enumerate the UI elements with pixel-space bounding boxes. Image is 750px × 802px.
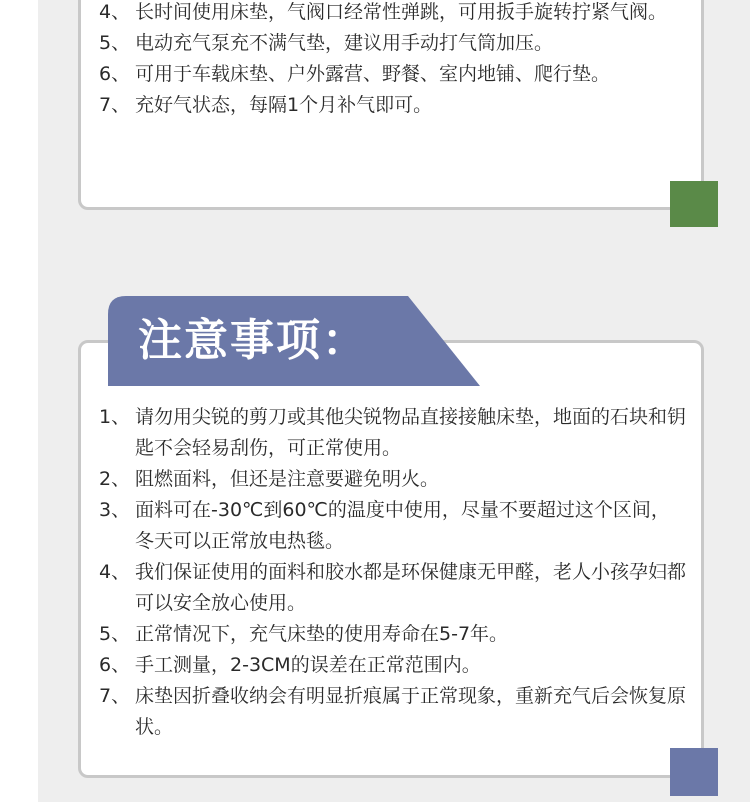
usage-card — [78, 0, 704, 210]
item-text: 手工测量，2-3CM的误差在正常范围内。 — [135, 654, 481, 676]
precaution-item-4 — [99, 557, 687, 619]
item-text: 长时间使用床垫，气阀口经常性弹跳，可用扳手旋转拧紧气阀。 — [135, 1, 668, 23]
item-text: 床垫因折叠收纳会有明显折痕属于正常现象，重新充气后会恢复原状。 — [135, 685, 687, 738]
item-text: 请勿用尖锐的剪刀或其他尖锐物品直接接触床垫，地面的石块和钥匙不会轻易刮伤，可正常使用。 — [135, 406, 687, 459]
item-number: 6、 — [99, 63, 131, 85]
blue-corner-square — [670, 748, 718, 796]
precautions-title-tab — [108, 296, 480, 386]
item-number: 3、 — [99, 499, 131, 521]
usage-item-7 — [99, 90, 687, 121]
item-number: 5、 — [99, 623, 131, 645]
precaution-item-3 — [99, 495, 687, 557]
green-corner-square — [670, 181, 718, 227]
usage-list — [99, 0, 687, 121]
precaution-item-5 — [99, 619, 687, 650]
item-number: 2、 — [99, 468, 131, 490]
item-number: 5、 — [99, 32, 131, 54]
item-number: 4、 — [99, 1, 131, 23]
item-number: 4、 — [99, 561, 131, 583]
item-text: 电动充气泵充不满气垫，建议用手动打气筒加压。 — [135, 32, 554, 54]
item-number: 7、 — [99, 685, 131, 707]
item-text: 面料可在-30℃到60℃的温度中使用，尽量不要超过这个区间，冬天可以正常放电热毯。 — [135, 499, 670, 552]
usage-item-5 — [99, 28, 687, 59]
precaution-item-7 — [99, 681, 687, 743]
precautions-list — [99, 402, 687, 743]
item-text: 正常情况下，充气床垫的使用寿命在5-7年。 — [135, 623, 509, 645]
item-text: 可用于车载床垫、户外露营、野餐、室内地铺、爬行垫。 — [135, 63, 611, 85]
item-number: 1、 — [99, 406, 131, 428]
precautions-card — [78, 340, 704, 778]
precaution-item-1 — [99, 402, 687, 464]
item-number: 7、 — [99, 94, 131, 116]
item-text: 我们保证使用的面料和胶水都是环保健康无甲醛，老人小孩孕妇都可以安全放心使用。 — [135, 561, 687, 614]
item-text: 阻燃面料，但还是注意要避免明火。 — [135, 468, 440, 490]
item-text: 充好气状态，每隔1个月补气即可。 — [135, 94, 433, 116]
precaution-item-6 — [99, 650, 687, 681]
section-title: 注意事项： — [138, 315, 368, 366]
item-number: 6、 — [99, 654, 131, 676]
usage-item-6 — [99, 59, 687, 90]
usage-item-4 — [99, 0, 687, 28]
precaution-item-2 — [99, 464, 687, 495]
